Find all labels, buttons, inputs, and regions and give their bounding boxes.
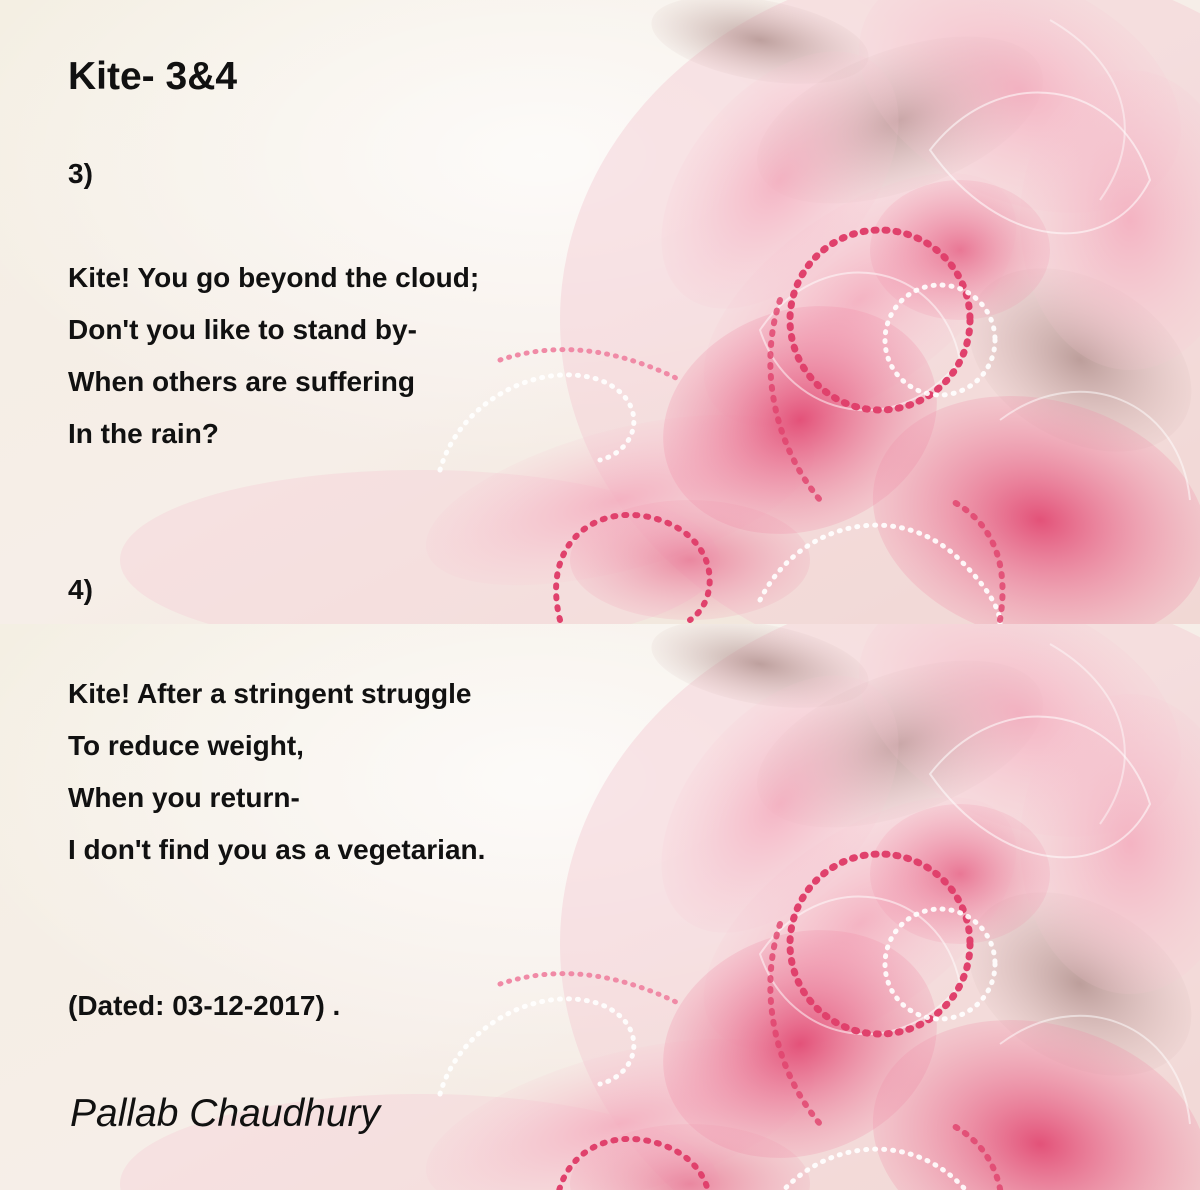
poem-date: (Dated: 03-12-2017) . — [68, 990, 341, 1021]
stanza-3-line-3: When others are suffering — [68, 366, 415, 397]
stanza-4-line-3: When you return- — [68, 782, 300, 813]
stanza-3-line-1: Kite! You go beyond the cloud; — [68, 262, 480, 293]
stanza-4-line-4: I don't find you as a vegetarian. — [68, 834, 486, 865]
stanza-3-line-4: In the rain? — [68, 418, 219, 449]
stanza-3-line-2: Don't you like to stand by- — [68, 314, 417, 345]
stanza-4-line-1: Kite! After a stringent struggle — [68, 678, 472, 709]
poem-title: Kite- 3&4 — [68, 55, 238, 98]
stanza-4-line-2: To reduce weight, — [68, 730, 304, 761]
stanza-3-number: 3) — [68, 158, 93, 189]
poem-author: Pallab Chaudhury — [70, 1092, 381, 1135]
stanza-4-number: 4) — [68, 574, 93, 605]
